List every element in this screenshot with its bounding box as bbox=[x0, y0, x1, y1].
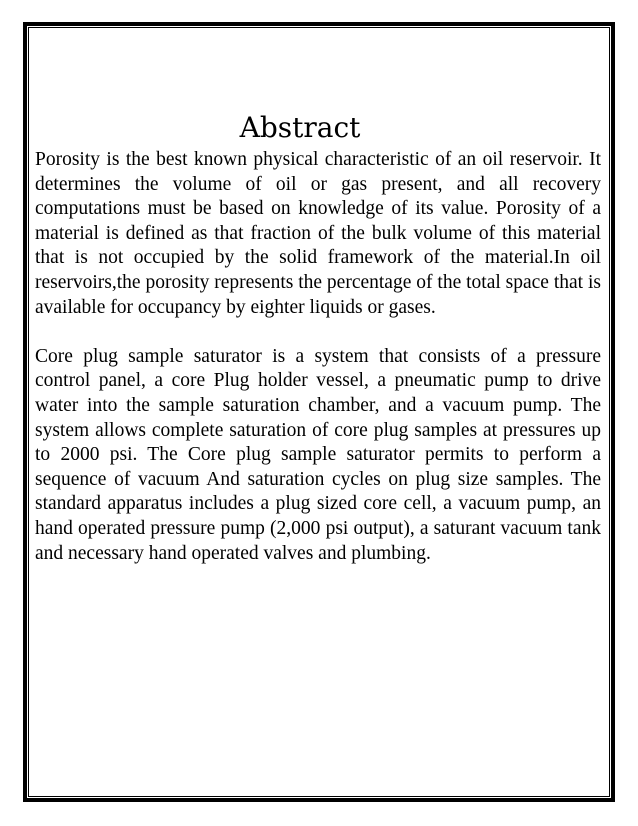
document-body bbox=[35, 148, 601, 566]
document-title: Abstract bbox=[239, 111, 361, 144]
paragraph-porosity: Porosity is the best known physical characteristic of an oil reservoir. It determines the volume of oil or gas present, and all recovery computations must be based on knowledge of its value. Porosity of a material is defined as that fraction of the bulk volume of this material that is not occupied by the solid framework of the material.In oil reservoirs,the porosity represents the percentage of the total space that is available for occupancy by eighter liquids or gases. bbox=[35, 149, 601, 318]
paragraph-core-plug-saturator: Core plug sample saturator is a system that consists of a pressure control panel, a core Plug holder vessel, a pneumatic pump to drive water into the sample saturation chamber, and a vacuum pump. The system allows complete saturation of core plug samples at pressures up to 2000 psi. The Core plug sample saturator permits to perform a sequence of vacuum And saturation cycles on plug size samples. The standard apparatus includes a plug sized core cell, a vacuum pump, an hand operated pressure pump (2,000 psi output), a saturant vacuum tank and necessary hand operated valves and plumbing. bbox=[35, 345, 601, 564]
